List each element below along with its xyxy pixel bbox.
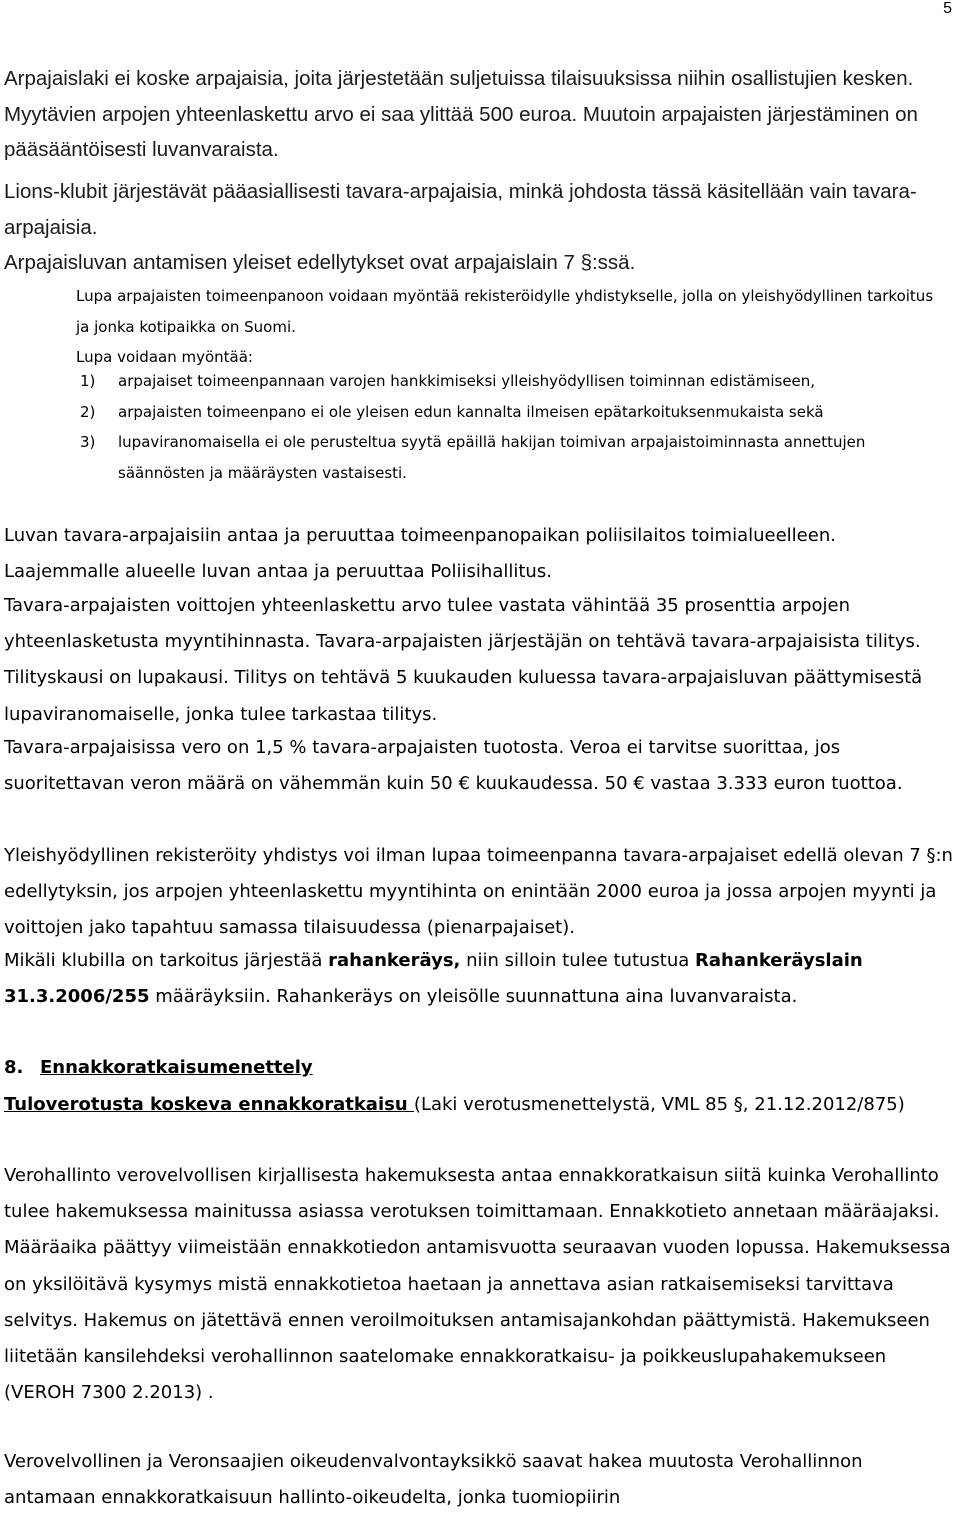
list-number: 1) (80, 372, 96, 390)
intro-paragraph-2: Lions-klubit järjestävät pääasiallisesti tavara-arpajaisia, minkä johdosta tässä käsitellään vain tavara-arpajaisia. (4, 180, 917, 239)
page-number: 5 (943, 0, 952, 17)
main-paragraph-5 (4, 943, 956, 1015)
permit-block (76, 281, 946, 373)
main-paragraph-4: Yleishyödyllinen rekisteröity yhdistys voi ilman lupaa toimeenpanna tavara-arpajaiset edellä olevan 7 §:n edellytyksin, jos arpojen yhteenlaskettu myyntihinta on enintään 2000 euroa ja jossa arpojen myynti ja voittojen jako tapahtuu samassa tilaisuudessa (pienarpajaiset). (4, 845, 953, 939)
subheading-reference: (Laki verotusmenettelystä, VML 85 §, 21.12.2012/875) (413, 1094, 905, 1115)
bold-term-rahankerays: rahankeräys, (328, 950, 461, 971)
subheading (4, 1087, 956, 1123)
list-text: arpajaiset toimeenpannaan varojen hankkimiseksi ylleishyödyllisen toiminnan edistämiseen, (118, 372, 816, 390)
permit-conditions-list (4, 366, 944, 488)
intro-paragraph-1: Arpajaislaki ei koske arpajaisia, joita järjestetään suljetuissa tilaisuuksissa niihin osallistujien kesken. Myytävien arpojen yhteenlaskettu arvo ei saa ylittää 500 euroa. Muutoin arpajaisten järjestäminen on pääsääntöisesti luvanvaraista. (4, 67, 918, 161)
main-paragraph-2: Tavara-arpajaisten voittojen yhteenlaskettu arvo tulee vastata vähintää 35 prosenttia arpojen yhteenlasketusta myyntihinnasta. Tavara-arpajaisten järjestäjän on tehtävä tavara-arpajaisista tilitys. Tilityskausi on lupakausi. Tilitys on tehtävä 5 kuukauden kuluessa tavara-arpajaisluvan päättymisestä lupaviranomaiselle, jonka tulee tarkastaa tilitys. (4, 595, 923, 725)
section-title: Ennakkoratkaisumenettely (40, 1057, 313, 1078)
permit-paragraph: Lupa arpajaisten toimeenpanoon voidaan myöntää rekisteröidylle yhdistykselle, jolla on yleishyödyllinen tarkoitus ja jonka kotipaikka on Suomi. (76, 287, 934, 336)
list-number: 2) (80, 402, 96, 421)
bold-term-rahankeraislaki: Rahankeräyslain 31.3.2006/255 (4, 950, 863, 1008)
list-text: arpajaisten toimeenpano ei ole yleisen edun kannalta ilmeisen epätarkoituksenmukaista sekä (118, 402, 824, 421)
text-run: niin silloin tulee tutustua (460, 950, 696, 971)
main-paragraph-1: Luvan tavara-arpajaisiin antaa ja peruuttaa toimeenpanopaikan poliisilaitos toimialueelleen. Laajemmalle alueelle luvan antaa ja peruuttaa Poliisihallitus. (4, 525, 836, 583)
section-number: 8. (4, 1057, 24, 1078)
text-run: määräyksiin. Rahankeräys on yleisölle suunnattuna aina luvanvaraista. (149, 986, 798, 1008)
list-item (4, 427, 944, 488)
subheading-underlined: Tuloverotusta koskeva ennakkoratkaisu (4, 1094, 414, 1115)
main-paragraph-3: Tavara-arpajaisissa vero on 1,5 % tavara-arpajaisten tuotosta. Veroa ei tarvitse suorittaa, jos suoritettavan veron määrä on vähemmän kuin 50 € kuukaudessa. 50 € vastaa 3.333 euron tuottoa. (4, 737, 903, 795)
list-text: lupaviranomaisella ei ole perusteltua syytä epäillä hakijan toimivan arpajaistoiminnasta annettujen säännösten ja määräysten vastaisesti. (118, 433, 866, 482)
list-item (4, 397, 944, 428)
section-heading (4, 1051, 313, 1085)
list-item (4, 366, 944, 397)
section-paragraph-2: Verovelvollinen ja Veronsaajien oikeudenvalvontayksikkö saavat hakea muutosta Verohallinnon antamaan ennakkoratkaisuun hallinto-oikeudelta, jonka tuomiopiirin (4, 1451, 863, 1509)
text-run: Mikäli klubilla on tarkoitus järjestää (4, 950, 329, 971)
permit-lead: Lupa voidaan myöntää: (76, 348, 253, 366)
intro-paragraph-3: Arpajaisluvan antamisen yleiset edellytykset ovat arpajaislain 7 §:ssä. (4, 251, 636, 274)
list-number: 3) (80, 433, 96, 451)
section-paragraph-1: Verohallinto verovelvollisen kirjallisesta hakemuksesta antaa ennakkoratkaisun siitä kuinka Verohallinto tulee hakemuksessa mainitussa asiassa verotuksen toimittamaan. Ennakkotieto annetaan määräajaksi. Määräaika päättyy viimeistään ennakkotiedon antamisvuotta seuraavan vuoden lopussa. Hakemuksessa on yksilöitävä kysymys mistä ennakkotietoa haetaan ja annettava asian ratkaisemiseksi tarvittava selvitys. Hakemus on jätettävä ennen veroilmoituksen antamisajankohdan päättymistä. Hakemukseen liitetään kansilehdeksi verohallinnon saatelomake ennakkoratkaisu- ja poikkeuslupahakemukseen (VEROH 7300 2.2013) . (4, 1165, 951, 1404)
